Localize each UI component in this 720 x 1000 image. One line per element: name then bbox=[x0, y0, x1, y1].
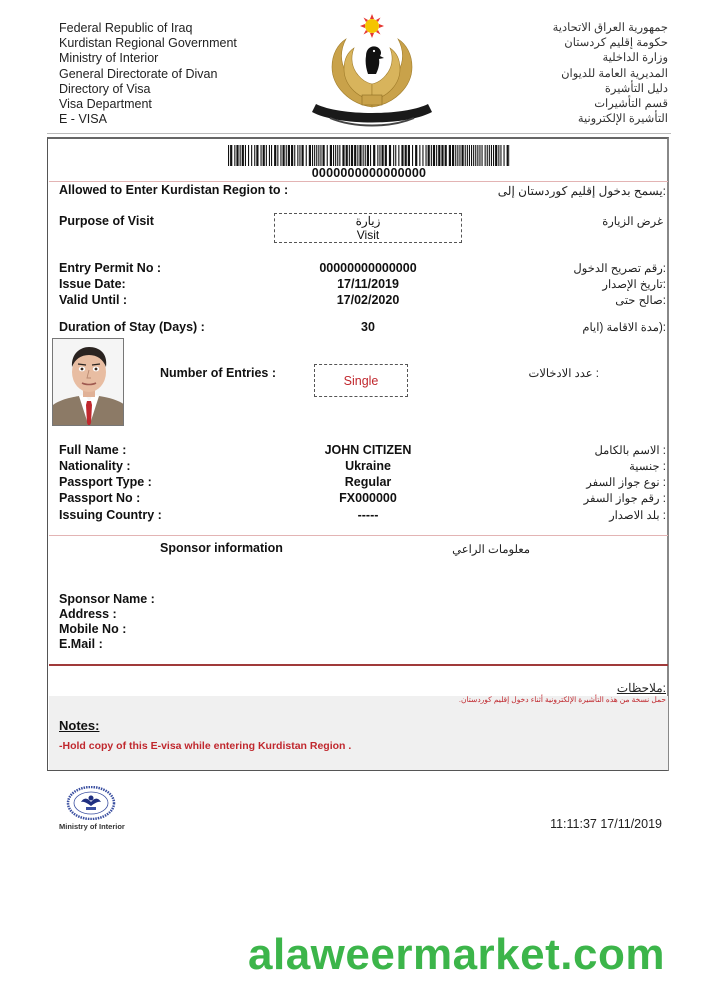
entry-permit-label-ar: :رقم تصريح الدخول bbox=[573, 263, 666, 275]
valid-until-label-ar: :صالح حتى bbox=[615, 295, 666, 307]
nationality-label: Nationality : bbox=[59, 459, 131, 473]
passport-type-label: Passport Type : bbox=[59, 475, 152, 489]
allowed-label: Allowed to Enter Kurdistan Region to : bbox=[59, 183, 289, 197]
separator-red bbox=[49, 664, 668, 666]
issue-date-value: 17/11/2019 bbox=[337, 277, 399, 291]
notes-title-ar: :ملاحظات bbox=[616, 681, 666, 695]
issuing-country-label: Issuing Country : bbox=[59, 508, 162, 522]
ministry-seal-icon bbox=[66, 786, 116, 820]
sponsor-title-ar: معلومات الراعي bbox=[452, 544, 530, 556]
entries-value: Single bbox=[343, 374, 379, 388]
header-line: Federal Republic of Iraq bbox=[59, 21, 193, 35]
issuing-country-value: ----- bbox=[357, 508, 379, 522]
issuing-country-label-ar: : بلد الاصدار bbox=[609, 510, 666, 522]
header-line-ar: جمهورية العراق الاتحادية bbox=[552, 22, 668, 34]
header-left-block bbox=[59, 21, 237, 127]
passport-no-label: Passport No : bbox=[59, 491, 141, 505]
header-line-ar: قسم التأشيرات bbox=[594, 98, 668, 111]
header-line: Visa Department bbox=[59, 97, 152, 112]
duration-label: Duration of Stay (Days) : bbox=[59, 320, 205, 334]
print-timestamp: 11:11:37 17/11/2019 bbox=[550, 817, 662, 831]
header-line-ar: حكومة إقليم كردستان bbox=[564, 37, 668, 50]
valid-until-label: Valid Until : bbox=[59, 293, 128, 307]
entries-value-box bbox=[314, 364, 408, 397]
watermark: alaweermarket.com bbox=[248, 930, 665, 979]
full-name-label-ar: : الاسم بالكامل bbox=[594, 445, 666, 457]
ministry-logo-label: Ministry of Interior bbox=[59, 822, 125, 831]
header-right-block bbox=[553, 21, 668, 127]
separator bbox=[49, 535, 668, 536]
purpose-value-ar: زيارة bbox=[355, 214, 381, 228]
header-line: E - VISA bbox=[59, 112, 107, 127]
separator bbox=[49, 181, 668, 182]
passport-type-label-ar: : نوع جواز السفر bbox=[586, 477, 666, 489]
header-line-ar: التأشيرة الإلكترونية bbox=[577, 113, 668, 126]
header-line-ar: المديرية العامة للديوان bbox=[561, 67, 668, 80]
sponsor-title: Sponsor information bbox=[160, 541, 283, 555]
full-name-value: JOHN CITIZEN bbox=[324, 443, 412, 457]
sponsor-address-label: Address : bbox=[59, 607, 117, 621]
barcode-icon bbox=[228, 145, 510, 166]
applicant-photo bbox=[52, 338, 124, 426]
full-name-label: Full Name : bbox=[59, 443, 127, 457]
passport-type-value: Regular bbox=[344, 475, 392, 489]
entry-permit-value: 00000000000000 bbox=[319, 261, 417, 275]
sponsor-mobile-label: Mobile No : bbox=[59, 622, 127, 636]
passport-no-value: FX000000 bbox=[339, 491, 397, 505]
krg-emblem-icon bbox=[310, 12, 440, 132]
entries-label-ar: : عدد الادخالات bbox=[528, 368, 599, 380]
header-line-ar: دليل التأشيرة bbox=[604, 82, 668, 95]
header-line-ar: وزارة الداخلية bbox=[602, 52, 668, 65]
passport-no-label-ar: : رقم جواز السفر bbox=[583, 493, 666, 505]
purpose-value-box bbox=[274, 213, 462, 243]
header-line: Kurdistan Regional Government bbox=[59, 36, 237, 51]
notes-title: Notes: bbox=[59, 718, 100, 733]
header-line: Directory of Visa bbox=[59, 81, 151, 96]
nationality-value: Ukraine bbox=[345, 459, 391, 473]
top-rule bbox=[47, 133, 671, 134]
notes-text: -Hold copy of this E-visa while entering Kurdistan Region . bbox=[59, 740, 352, 752]
entries-label: Number of Entries : bbox=[160, 366, 276, 380]
header-line: Ministry of Interior bbox=[59, 51, 159, 66]
issue-date-label-ar: :تاريخ الإصدار bbox=[602, 279, 666, 291]
notes-area bbox=[49, 696, 668, 770]
valid-until-value: 17/02/2020 bbox=[336, 293, 400, 307]
purpose-label: Purpose of Visit bbox=[59, 214, 154, 228]
entry-permit-label: Entry Permit No : bbox=[59, 261, 162, 275]
sponsor-name-label: Sponsor Name : bbox=[59, 592, 155, 606]
barcode-number: 0000000000000000 bbox=[311, 166, 427, 180]
sponsor-email-label: E.Mail : bbox=[59, 637, 103, 651]
allowed-label-ar: :يسمح بدخول إقليم كوردستان إلى bbox=[497, 184, 666, 198]
nationality-label-ar: : جنسية bbox=[629, 461, 666, 473]
header-line: General Directorate of Divan bbox=[59, 66, 218, 81]
issue-date-label: Issue Date: bbox=[59, 277, 126, 291]
duration-label-ar: :(مدة الاقامة (ايام bbox=[582, 322, 666, 334]
purpose-value: Visit bbox=[356, 227, 380, 242]
purpose-label-ar: غرض الزيارة bbox=[602, 216, 663, 228]
notes-text-ar: حمل نسخة من هذه التأشيرة الإلكترونية أثناء دخول إقليم كوردستان. bbox=[458, 695, 666, 704]
duration-value: 30 bbox=[361, 320, 375, 334]
